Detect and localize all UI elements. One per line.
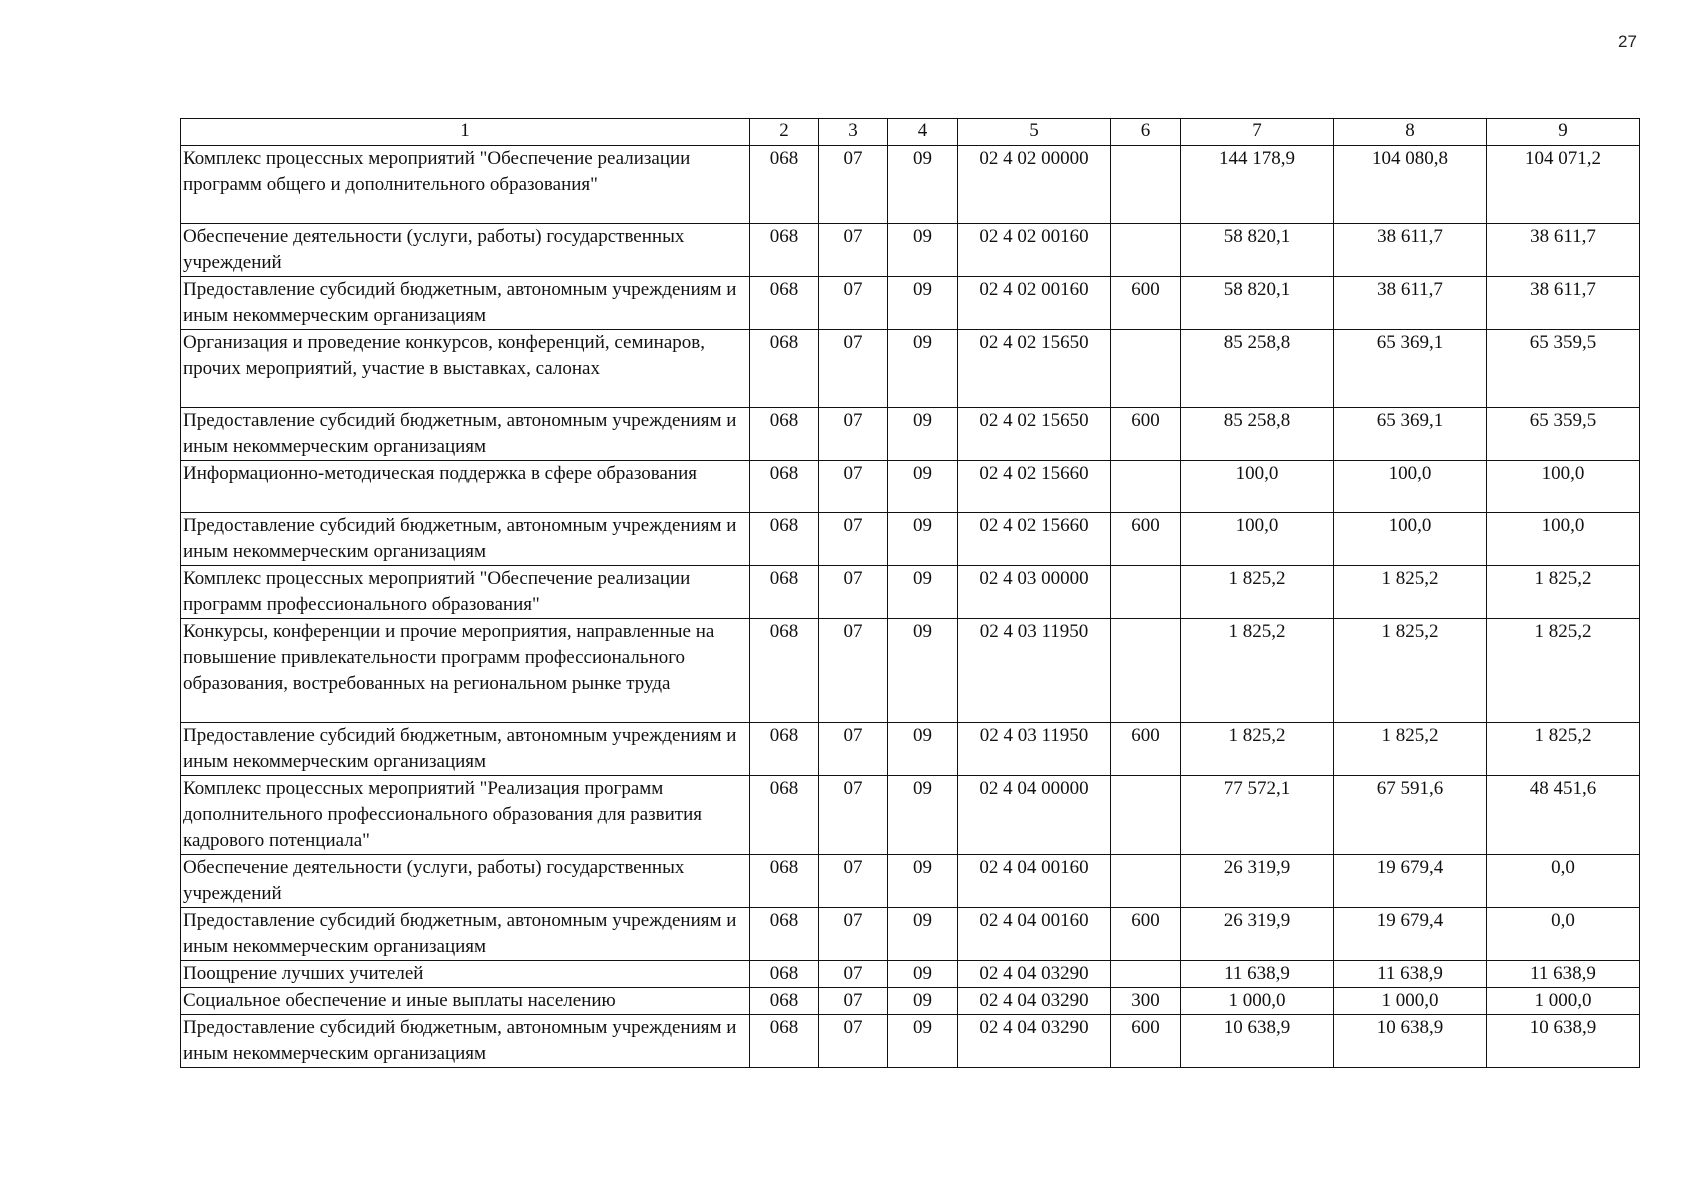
section-code: 07: [819, 566, 888, 619]
row-name: Конкурсы, конференции и прочие мероприятия, направленные на повышение привлекательности программ профессионального образования, востребованных на региональном рынке труда: [181, 619, 750, 723]
expense-type-code: [1111, 566, 1181, 619]
section-code: 07: [819, 513, 888, 566]
subsection-code: 09: [888, 961, 958, 988]
expense-type-code: [1111, 146, 1181, 224]
section-code: 07: [819, 408, 888, 461]
section-code: 07: [819, 146, 888, 224]
target-article-code: 02 4 03 11950: [958, 723, 1111, 776]
amount-col-7: 77 572,1: [1181, 776, 1334, 855]
amount-col-9: 65 359,5: [1487, 330, 1640, 408]
row-name: Предоставление субсидий бюджетным, автономным учреждениям и иным некоммерческим организациям: [181, 908, 750, 961]
subsection-code: 09: [888, 1015, 958, 1068]
amount-col-8: 10 638,9: [1334, 1015, 1487, 1068]
target-article-code: 02 4 02 15660: [958, 513, 1111, 566]
target-article-code: 02 4 04 00000: [958, 776, 1111, 855]
amount-col-8: 100,0: [1334, 461, 1487, 513]
amount-col-8: 65 369,1: [1334, 330, 1487, 408]
target-article-code: 02 4 02 00160: [958, 277, 1111, 330]
target-article-code: 02 4 02 15650: [958, 408, 1111, 461]
section-code: 07: [819, 277, 888, 330]
table-row: [181, 723, 1640, 776]
subsection-code: 09: [888, 855, 958, 908]
amount-col-9: 0,0: [1487, 908, 1640, 961]
section-code: 07: [819, 224, 888, 277]
grbs-code: 068: [750, 855, 819, 908]
expense-type-code: 300: [1111, 988, 1181, 1015]
subsection-code: 09: [888, 224, 958, 277]
amount-col-8: 1 000,0: [1334, 988, 1487, 1015]
subsection-code: 09: [888, 723, 958, 776]
amount-col-9: 1 825,2: [1487, 723, 1640, 776]
target-article-code: 02 4 04 03290: [958, 988, 1111, 1015]
grbs-code: 068: [750, 988, 819, 1015]
row-name: Комплекс процессных мероприятий "Реализация программ дополнительного профессионального образования для развития кадрового потенциала": [181, 776, 750, 855]
amount-col-8: 67 591,6: [1334, 776, 1487, 855]
table-row: [181, 988, 1640, 1015]
table-row: [181, 961, 1640, 988]
section-code: 07: [819, 855, 888, 908]
row-name: Предоставление субсидий бюджетным, автономным учреждениям и иным некоммерческим организациям: [181, 408, 750, 461]
subsection-code: 09: [888, 776, 958, 855]
section-code: 07: [819, 988, 888, 1015]
amount-col-7: 1 000,0: [1181, 988, 1334, 1015]
grbs-code: 068: [750, 146, 819, 224]
amount-col-7: 11 638,9: [1181, 961, 1334, 988]
amount-col-7: 58 820,1: [1181, 224, 1334, 277]
target-article-code: 02 4 02 15660: [958, 461, 1111, 513]
table-row: [181, 513, 1640, 566]
amount-col-9: 104 071,2: [1487, 146, 1640, 224]
section-code: 07: [819, 461, 888, 513]
subsection-code: 09: [888, 566, 958, 619]
target-article-code: 02 4 02 00000: [958, 146, 1111, 224]
expense-type-code: [1111, 855, 1181, 908]
section-code: 07: [819, 961, 888, 988]
table-row: [181, 1015, 1640, 1068]
section-code: 07: [819, 908, 888, 961]
grbs-code: 068: [750, 224, 819, 277]
target-article-code: 02 4 03 00000: [958, 566, 1111, 619]
table-body: [181, 146, 1640, 1068]
grbs-code: 068: [750, 961, 819, 988]
table-row: [181, 224, 1640, 277]
grbs-code: 068: [750, 277, 819, 330]
amount-col-9: 38 611,7: [1487, 277, 1640, 330]
grbs-code: 068: [750, 776, 819, 855]
col-header: 4: [888, 119, 958, 146]
amount-col-7: 85 258,8: [1181, 330, 1334, 408]
target-article-code: 02 4 04 00160: [958, 908, 1111, 961]
col-header: 8: [1334, 119, 1487, 146]
expense-type-code: [1111, 224, 1181, 277]
row-name: Предоставление субсидий бюджетным, автономным учреждениям и иным некоммерческим организациям: [181, 277, 750, 330]
section-code: 07: [819, 776, 888, 855]
expense-type-code: 600: [1111, 908, 1181, 961]
amount-col-9: 0,0: [1487, 855, 1640, 908]
section-code: 07: [819, 619, 888, 723]
amount-col-9: 11 638,9: [1487, 961, 1640, 988]
table-row: [181, 855, 1640, 908]
expense-type-code: [1111, 619, 1181, 723]
col-header: 5: [958, 119, 1111, 146]
page-number: 27: [1618, 32, 1637, 51]
amount-col-7: 26 319,9: [1181, 908, 1334, 961]
amount-col-9: 100,0: [1487, 513, 1640, 566]
grbs-code: 068: [750, 513, 819, 566]
table-row: [181, 330, 1640, 408]
grbs-code: 068: [750, 908, 819, 961]
expense-type-code: 600: [1111, 1015, 1181, 1068]
col-header: 6: [1111, 119, 1181, 146]
col-header: 2: [750, 119, 819, 146]
row-name: Предоставление субсидий бюджетным, автономным учреждениям и иным некоммерческим организациям: [181, 1015, 750, 1068]
row-name: Предоставление субсидий бюджетным, автономным учреждениям и иным некоммерческим организациям: [181, 723, 750, 776]
grbs-code: 068: [750, 330, 819, 408]
amount-col-9: 1 825,2: [1487, 566, 1640, 619]
amount-col-7: 100,0: [1181, 513, 1334, 566]
amount-col-8: 1 825,2: [1334, 566, 1487, 619]
amount-col-7: 1 825,2: [1181, 566, 1334, 619]
amount-col-9: 1 825,2: [1487, 619, 1640, 723]
amount-col-8: 38 611,7: [1334, 277, 1487, 330]
section-code: 07: [819, 1015, 888, 1068]
amount-col-7: 1 825,2: [1181, 619, 1334, 723]
subsection-code: 09: [888, 277, 958, 330]
grbs-code: 068: [750, 461, 819, 513]
section-code: 07: [819, 330, 888, 408]
header-row: [181, 119, 1640, 146]
target-article-code: 02 4 03 11950: [958, 619, 1111, 723]
amount-col-8: 11 638,9: [1334, 961, 1487, 988]
amount-col-8: 1 825,2: [1334, 723, 1487, 776]
expense-type-code: 600: [1111, 723, 1181, 776]
table-row: [181, 146, 1640, 224]
expense-type-code: [1111, 776, 1181, 855]
amount-col-9: 48 451,6: [1487, 776, 1640, 855]
subsection-code: 09: [888, 988, 958, 1015]
expense-type-code: 600: [1111, 513, 1181, 566]
amount-col-7: 58 820,1: [1181, 277, 1334, 330]
row-name: Обеспечение деятельности (услуги, работы) государственных учреждений: [181, 855, 750, 908]
amount-col-8: 19 679,4: [1334, 908, 1487, 961]
subsection-code: 09: [888, 146, 958, 224]
amount-col-7: 144 178,9: [1181, 146, 1334, 224]
amount-col-9: 1 000,0: [1487, 988, 1640, 1015]
section-code: 07: [819, 723, 888, 776]
subsection-code: 09: [888, 330, 958, 408]
amount-col-8: 100,0: [1334, 513, 1487, 566]
subsection-code: 09: [888, 908, 958, 961]
amount-col-9: 100,0: [1487, 461, 1640, 513]
amount-col-8: 19 679,4: [1334, 855, 1487, 908]
table-row: [181, 408, 1640, 461]
expense-type-code: 600: [1111, 277, 1181, 330]
table-row: [181, 566, 1640, 619]
budget-table: [180, 118, 1640, 1068]
target-article-code: 02 4 04 00160: [958, 855, 1111, 908]
expense-type-code: [1111, 961, 1181, 988]
amount-col-8: 65 369,1: [1334, 408, 1487, 461]
table-row: [181, 619, 1640, 723]
subsection-code: 09: [888, 408, 958, 461]
expense-type-code: 600: [1111, 408, 1181, 461]
table-row: [181, 277, 1640, 330]
grbs-code: 068: [750, 723, 819, 776]
row-name: Предоставление субсидий бюджетным, автономным учреждениям и иным некоммерческим организациям: [181, 513, 750, 566]
expense-type-code: [1111, 461, 1181, 513]
grbs-code: 068: [750, 1015, 819, 1068]
target-article-code: 02 4 02 15650: [958, 330, 1111, 408]
target-article-code: 02 4 04 03290: [958, 1015, 1111, 1068]
amount-col-7: 85 258,8: [1181, 408, 1334, 461]
table-row: [181, 461, 1640, 513]
col-header: 7: [1181, 119, 1334, 146]
subsection-code: 09: [888, 461, 958, 513]
amount-col-7: 26 319,9: [1181, 855, 1334, 908]
row-name: Комплекс процессных мероприятий "Обеспечение реализации программ общего и дополнительного образования": [181, 146, 750, 224]
amount-col-7: 10 638,9: [1181, 1015, 1334, 1068]
table-row: [181, 908, 1640, 961]
grbs-code: 068: [750, 408, 819, 461]
col-header: 1: [181, 119, 750, 146]
col-header: 3: [819, 119, 888, 146]
grbs-code: 068: [750, 619, 819, 723]
subsection-code: 09: [888, 619, 958, 723]
row-name: Поощрение лучших учителей: [181, 961, 750, 988]
amount-col-9: 38 611,7: [1487, 224, 1640, 277]
row-name: Обеспечение деятельности (услуги, работы) государственных учреждений: [181, 224, 750, 277]
row-name: Комплекс процессных мероприятий "Обеспечение реализации программ профессионального образования": [181, 566, 750, 619]
row-name: Организация и проведение конкурсов, конференций, семинаров, прочих мероприятий, участие в выставках, салонах: [181, 330, 750, 408]
table-row: [181, 776, 1640, 855]
amount-col-7: 1 825,2: [1181, 723, 1334, 776]
row-name: Социальное обеспечение и иные выплаты населению: [181, 988, 750, 1015]
target-article-code: 02 4 02 00160: [958, 224, 1111, 277]
amount-col-9: 10 638,9: [1487, 1015, 1640, 1068]
col-header: 9: [1487, 119, 1640, 146]
subsection-code: 09: [888, 513, 958, 566]
expense-type-code: [1111, 330, 1181, 408]
amount-col-7: 100,0: [1181, 461, 1334, 513]
row-name: Информационно-методическая поддержка в сфере образования: [181, 461, 750, 513]
amount-col-8: 104 080,8: [1334, 146, 1487, 224]
amount-col-8: 1 825,2: [1334, 619, 1487, 723]
amount-col-9: 65 359,5: [1487, 408, 1640, 461]
target-article-code: 02 4 04 03290: [958, 961, 1111, 988]
grbs-code: 068: [750, 566, 819, 619]
amount-col-8: 38 611,7: [1334, 224, 1487, 277]
